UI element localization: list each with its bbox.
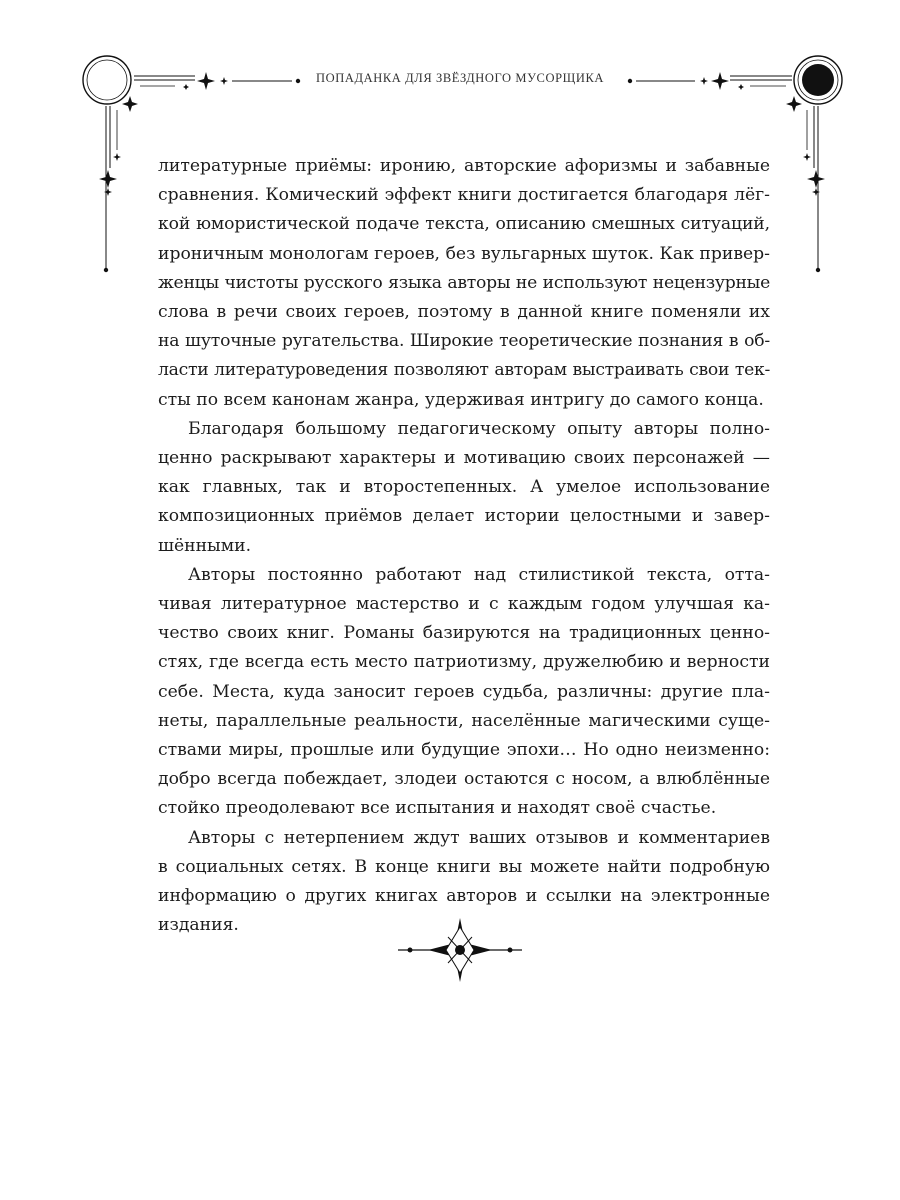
text-line: себе. Места, куда заносит героев судьба, различны: другие пла- — [158, 681, 770, 702]
text-line: Благодаря большому педагогическому опыту авторы полно- — [188, 418, 770, 439]
paragraph — [158, 415, 770, 561]
text-line: Авторы с нетерпением ждут ваших отзывов и комментариев — [188, 827, 770, 848]
text-line: в социальных сетях. В конце книги вы можете найти подробную — [158, 856, 770, 877]
text-line: Авторы постоянно работают над стилистикой текста, отта- — [188, 564, 770, 585]
text-line: на шуточные ругательства. Широкие теоретические познания в об- — [158, 331, 770, 352]
text-line: ствами миры, прошлые или будущие эпохи… Но одно неизменно: — [158, 740, 770, 761]
text-line: чество своих книг. Романы базируются на традиционных ценно- — [158, 623, 770, 644]
text-line: стойко преодолевают все испытания и находят своё счастье. — [158, 798, 717, 819]
text-line: ценно раскрывают характеры и мотивацию своих персонажей — — [158, 448, 770, 469]
text-line: издания. — [158, 915, 239, 936]
header-rule-left — [134, 72, 300, 90]
side-rule-right — [786, 96, 825, 272]
text-line: чивая литературное мастерство и с каждым годом улучшая ка- — [158, 594, 770, 615]
text-line: композиционных приёмов делает истории целостными и завер- — [158, 506, 770, 527]
text-line: неты, параллельные реальности, населённые магическими суще- — [158, 710, 770, 731]
text-line: шёнными. — [158, 535, 252, 556]
page-body-text — [158, 152, 770, 940]
text-line: женцы чистоты русского языка авторы не используют нецензурные — [158, 272, 770, 293]
text-line: как главных, так и второстепенных. А умелое использование — [158, 477, 770, 498]
text-line: информацию о других книгах авторов и ссылки на электронные — [158, 886, 770, 907]
paragraph — [158, 561, 770, 824]
text-line: литературные приёмы: иронию, авторские афоризмы и забавные — [158, 156, 770, 176]
crescent-moon-icon — [83, 56, 131, 104]
text-line: сравнения. Комический эффект книги достигается благодаря лёг- — [158, 185, 770, 206]
header-rule-right — [628, 72, 792, 90]
text-line: добро всегда побеждает, злодеи остаются с носом, а влюблённые — [158, 769, 770, 790]
text-line: слова в речи своих героев, поэтому в данной книге поменяли их — [158, 302, 770, 323]
text-line: сты по всем канонам жанра, удерживая интригу до самого конца. — [158, 389, 764, 410]
text-line: ласти литературоведения позволяют авторам выстраивать свои тек- — [158, 360, 770, 381]
full-moon-icon — [794, 56, 842, 104]
text-line: стях, где всегда есть место патриотизму, дружелюбию и верности — [158, 652, 770, 673]
paragraph — [158, 152, 770, 415]
text-line: кой юмористической подаче текста, описанию смешных ситуаций, — [158, 214, 770, 235]
running-header-title: ПОПАДАНКА ДЛЯ ЗВЁЗДНОГО МУСОРЩИКА — [315, 71, 605, 85]
side-rule-left — [99, 96, 138, 272]
moon-star-moon-ornament — [370, 915, 550, 985]
text-line: ироничным монологам героев, без вульгарных шуток. Как привер- — [158, 243, 770, 264]
